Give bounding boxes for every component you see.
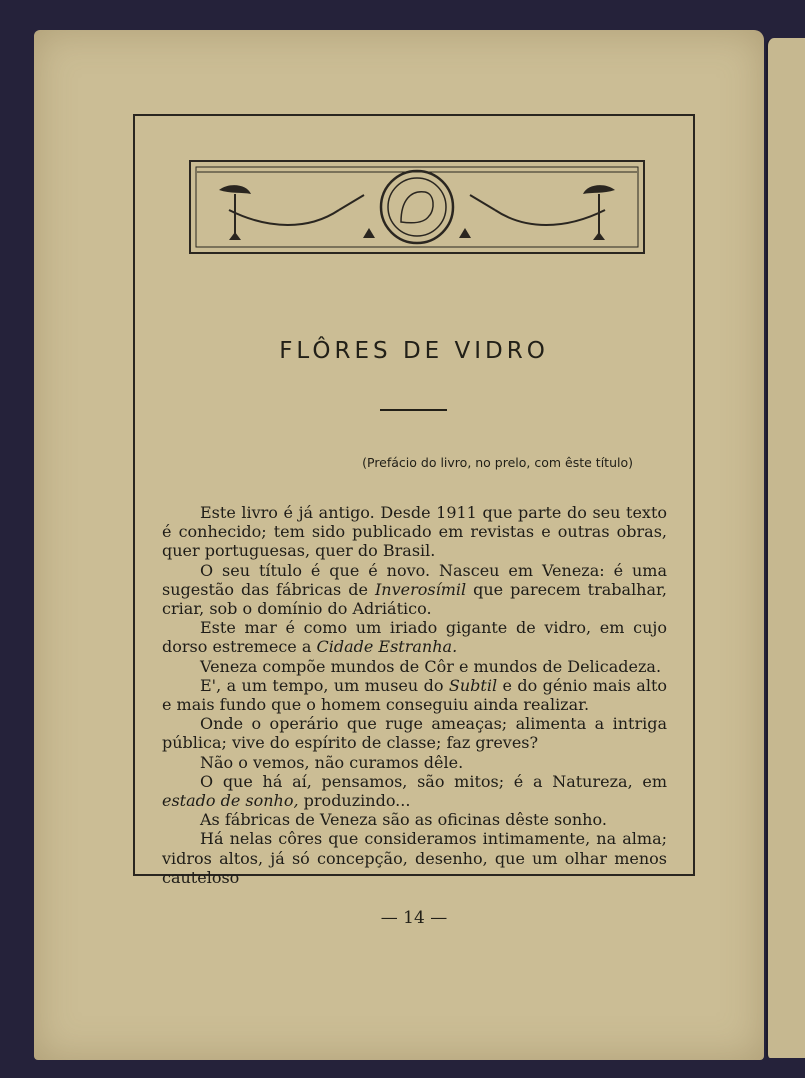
paragraph (162, 753, 667, 772)
text-run: Este livro é já antigo. Desde 1911 que parte do seu texto é conhecido; tem sido publicado em revistas e outras obras, quer portuguesas, quer do Brasil. (162, 503, 667, 561)
text-run: Não o vemos, não curamos dêle. (200, 752, 464, 772)
paragraph (162, 810, 667, 829)
paragraph (162, 618, 667, 656)
paragraph (162, 676, 667, 714)
adjacent-page-edge (766, 38, 805, 1058)
text-run: produzindo... (298, 791, 411, 811)
page-number: — 14 — (380, 908, 448, 928)
text-run: Veneza compõe mundos de Côr e mundos de Delicadeza. (200, 656, 662, 676)
paragraph (162, 657, 667, 676)
paragraph (162, 772, 667, 810)
text-run: O seu título é que é novo. Nasceu em Veneza: é uma sugestão das fábricas de (162, 560, 667, 599)
text-run: E', a um tempo, um museu do (200, 675, 449, 695)
italic-phrase: Subtil (448, 675, 498, 695)
paragraph (162, 503, 667, 561)
paragraph (162, 714, 667, 752)
text-run: Há nelas côres que consideramos intimamente, na alma; vidros altos, já só concepção, desenho, que um olhar menos cauteloso (162, 829, 667, 887)
text-run: Este mar é como um iriado gigante de vidro, em cujo dorso estremece a (162, 618, 667, 657)
document-subtitle: (Prefácio do livro, no prelo, com êste título) (362, 455, 633, 470)
ornamental-headpiece (189, 160, 645, 254)
body-text (162, 503, 667, 887)
text-run: O que há aí, pensamos, são mitos; é a Natureza, em (200, 771, 667, 791)
text-run: As fábricas de Veneza são as oficinas dêste sonho. (200, 810, 607, 830)
paragraph (162, 829, 667, 887)
text-run: e do génio mais alto e mais fundo que o homem conseguiu ainda realizar. (162, 675, 668, 715)
paragraph (162, 561, 667, 619)
italic-phrase: estado de sonho, (162, 791, 299, 811)
italic-phrase: Cidade Estranha. (316, 637, 458, 657)
document-title: FLÔRES DE VIDRO (279, 338, 549, 364)
title-divider (380, 409, 447, 411)
text-run: que parecem trabalhar, criar, sob o domínio do Adriático. (162, 579, 668, 619)
text-run: Onde o operário que ruge ameaças; alimenta a intriga pública; vive do espírito de classe; faz greves? (162, 714, 667, 753)
italic-phrase: Inverosímil (374, 579, 467, 599)
